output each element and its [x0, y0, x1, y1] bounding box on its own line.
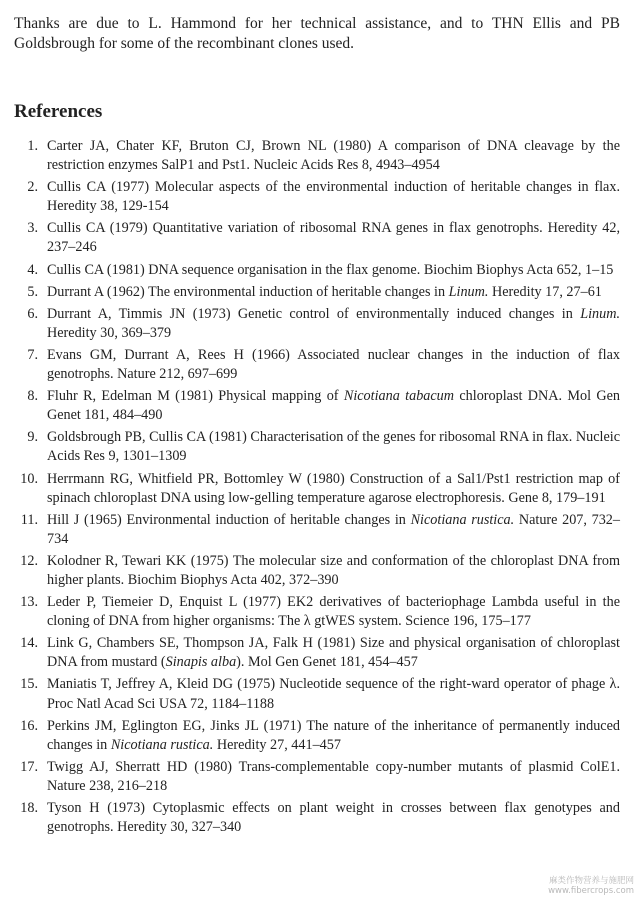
- reference-text: [47, 219, 620, 257]
- reference-number: 13.: [20, 594, 38, 611]
- reference-text-segment: Evans GM, Durrant A, Rees H (1966) Associated nuclear changes in the induction of flax genotrophs. Nature 212, 697–699: [47, 346, 620, 383]
- reference-text: [47, 470, 620, 508]
- reference-text-segment: Maniatis T, Jeffrey A, Kleid DG (1975) Nucleotide sequence of the right-ward operator of phage λ. Proc Natl Acad Sci USA 72, 1184–1188: [47, 676, 620, 712]
- reference-number: 12.: [20, 552, 38, 569]
- reference-text-segment: chloroplast DNA. Mol Gen Genet 181, 484–490: [47, 388, 620, 424]
- reference-text: [47, 283, 620, 302]
- reference-text: [47, 799, 620, 837]
- references-list: [14, 137, 620, 840]
- reference-text: [47, 758, 620, 796]
- site-watermark: [548, 876, 634, 896]
- reference-text: [47, 261, 620, 280]
- reference-text: [47, 717, 620, 755]
- reference-number: 8.: [27, 388, 38, 405]
- reference-item: [14, 305, 620, 343]
- reference-italic-text: Linum.: [580, 305, 620, 322]
- reference-item: [14, 219, 620, 257]
- reference-number: 4.: [27, 261, 38, 278]
- reference-text: [47, 137, 620, 175]
- reference-italic-text: Linum.: [448, 283, 489, 300]
- reference-text: [47, 305, 620, 343]
- reference-item: [14, 634, 620, 672]
- acknowledgement-paragraph: Thanks are due to L. Hammond for her technical assistance, and to THN Ellis and PB Goldsbrough for some of the recombinant clones used.: [14, 15, 620, 52]
- reference-italic-text: Nicotiana rustica.: [110, 736, 214, 753]
- reference-text-segment: Heredity 27, 441–457: [213, 736, 341, 753]
- reference-text-segment: Cullis CA (1981) DNA sequence organisation in the flax genome. Biochim Biophys Acta 652, 1–15: [47, 261, 614, 278]
- reference-text-segment: Fluhr R, Edelman M (1981) Physical mapping of: [47, 388, 344, 405]
- reference-number: 9.: [27, 429, 38, 446]
- reference-number: 6.: [27, 305, 38, 322]
- reference-italic-text: Sinapis alba: [165, 654, 237, 671]
- reference-number: 14.: [20, 635, 38, 652]
- reference-text-segment: Durrant A (1962) The environmental induction of heritable changes in: [47, 283, 449, 300]
- reference-number: 3.: [27, 220, 38, 237]
- reference-item: [14, 346, 620, 384]
- watermark-line-2: www.fibercrops.com: [548, 886, 634, 896]
- reference-item: [14, 593, 620, 631]
- reference-text: [47, 428, 620, 466]
- reference-number: 15.: [20, 676, 38, 693]
- reference-text-segment: Cullis CA (1979) Quantitative variation of ribosomal RNA genes in flax genotrophs. Heredity 42, 237–246: [47, 220, 620, 256]
- reference-number: 5.: [27, 283, 38, 300]
- reference-item: [14, 178, 620, 216]
- reference-number: 2.: [27, 179, 38, 196]
- reference-item: [14, 552, 620, 590]
- reference-text-segment: Twigg AJ, Sherratt HD (1980) Trans-complementable copy-number mutants of plasmid ColE1. Nature 238, 216–218: [47, 758, 620, 794]
- reference-text-segment: Perkins JM, Eglington EG, Jinks JL (1971) The nature of the inheritance of permanently induced changes in: [47, 717, 620, 753]
- reference-item: [14, 799, 620, 837]
- reference-number: 1.: [27, 138, 38, 154]
- reference-text: [47, 346, 620, 384]
- reference-italic-text: Nicotiana rustica.: [410, 511, 515, 528]
- reference-text-segment: Nature 207, 732–734: [47, 511, 620, 547]
- reference-text: [47, 593, 620, 631]
- reference-text-segment: Goldsbrough PB, Cullis CA (1981) Characterisation of the genes for ribosomal RNA in flax. Nucleic Acids Res 9, 1301–1309: [47, 429, 620, 465]
- reference-number: 10.: [20, 470, 38, 487]
- reference-number: 17.: [20, 758, 38, 775]
- reference-text-segment: Carter JA, Chater KF, Bruton CJ, Brown NL (1980) A comparison of DNA cleavage by the restriction enzymes SalP1 and Pst1. Nucleic Acids Res 8, 4943–4954: [47, 138, 620, 174]
- reference-text-segment: Durrant A, Timmis JN (1973) Genetic control of environmentally induced changes in: [47, 305, 581, 322]
- reference-item: [14, 137, 620, 175]
- reference-item: [14, 717, 620, 755]
- reference-text-segment: ). Mol Gen Genet 181, 454–457: [236, 654, 418, 671]
- reference-text-segment: Heredity 17, 27–61: [488, 283, 602, 300]
- reference-text-segment: Hill J (1965) Environmental induction of heritable changes in: [47, 511, 411, 528]
- reference-item: [14, 470, 620, 508]
- reference-text: [47, 552, 620, 590]
- reference-text-segment: Cullis CA (1977) Molecular aspects of the environmental induction of heritable changes in flax. Heredity 38, 129-154: [47, 179, 620, 215]
- reference-item: [14, 283, 620, 302]
- reference-text-segment: Link G, Chambers SE, Thompson JA, Falk H (1981) Size and physical organisation of chloroplast DNA from mustard (: [47, 635, 620, 671]
- reference-item: [14, 675, 620, 713]
- reference-text: [47, 675, 620, 713]
- reference-number: 18.: [20, 800, 38, 816]
- reference-text: [47, 387, 620, 425]
- reference-item: [14, 261, 620, 280]
- reference-number: 16.: [20, 717, 38, 734]
- reference-item: [14, 428, 620, 466]
- reference-text-segment: Heredity 30, 369–379: [47, 324, 172, 341]
- reference-text-segment: Tyson H (1973) Cytoplasmic effects on plant weight in crosses between flax genotypes and genotrophs. Heredity 30, 327–340: [47, 800, 620, 836]
- reference-text: [47, 511, 620, 549]
- watermark-line-1: 麻类作物营养与施肥网: [548, 876, 634, 886]
- reference-text-segment: Leder P, Tiemeier D, Enquist L (1977) EK2 derivatives of bacteriophage Lambda useful in the cloning of DNA from higher organisms: The λ gtWES system. Science 196, 175–177: [47, 594, 620, 630]
- reference-text-segment: Herrmann RG, Whitfield PR, Bottomley W (1980) Construction of a Sal1/Pst1 restriction map of spinach chloroplast DNA using low-gelling temperature agarose electrophoresis. Gene 8, 179–191: [47, 470, 620, 506]
- reference-number: 7.: [27, 346, 38, 363]
- reference-text: [47, 178, 620, 216]
- reference-italic-text: Nicotiana tabacum: [343, 388, 455, 405]
- reference-number: 11.: [20, 511, 38, 528]
- reference-item: [14, 387, 620, 425]
- reference-item: [14, 758, 620, 796]
- references-heading: References: [14, 101, 103, 122]
- reference-item: [14, 511, 620, 549]
- reference-text: [47, 634, 620, 672]
- reference-text-segment: Kolodner R, Tewari KK (1975) The molecular size and conformation of the chloroplast DNA from higher plants. Biochim Biophys Acta 402, 372–390: [47, 552, 620, 588]
